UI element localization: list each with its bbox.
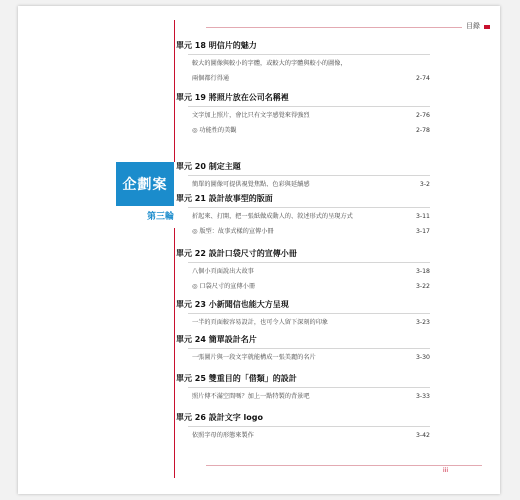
- entry-page-number: 2-74: [415, 75, 430, 82]
- unit-rule: [188, 54, 430, 55]
- unit-rule: [188, 387, 430, 388]
- entry-text: 一半的頁面較容易設計，也可令人留下深刻的印象: [192, 319, 329, 326]
- unit-title[interactable]: 單元 18 明信片的魅力: [176, 41, 257, 50]
- toc-list: [18, 6, 500, 494]
- unit-rule: [188, 175, 430, 176]
- toc-entry[interactable]: [192, 266, 430, 278]
- page-number: iii: [442, 467, 448, 474]
- toc-entry[interactable]: [192, 430, 430, 442]
- entry-text: ◎ 功能性的美觀: [192, 127, 237, 134]
- toc-entry[interactable]: [192, 352, 430, 364]
- unit-title[interactable]: 單元 21 設計故事型的版面: [176, 194, 273, 203]
- unit-title[interactable]: 單元 25 雙重目的「借類」的設計: [176, 374, 297, 383]
- part-subtitle: 第三輪: [146, 212, 174, 222]
- unit-rule: [188, 348, 430, 349]
- unit-rule: [188, 262, 430, 263]
- unit-title[interactable]: 單元 20 制定主題: [176, 162, 241, 171]
- toc-entry[interactable]: [192, 211, 430, 223]
- unit-rule: [188, 207, 430, 208]
- entry-page-number: 2-76: [415, 112, 430, 119]
- entry-text: 較大的圖像與較小的字體，或較大的字體與較小的圖像，: [192, 60, 347, 67]
- toc-entry[interactable]: [192, 281, 430, 293]
- unit-rule: [188, 426, 430, 427]
- toc-entry[interactable]: [192, 125, 430, 137]
- toc-entry[interactable]: [192, 317, 430, 329]
- entry-text: 簡單的圖像可提供視覺焦點、色彩與延續感: [192, 181, 310, 188]
- unit-rule: [188, 106, 430, 107]
- header-label: 目錄: [466, 22, 480, 30]
- unit-title[interactable]: 單元 19 將照片放在公司名稱裡: [176, 93, 289, 102]
- toc-entry[interactable]: [192, 179, 430, 191]
- entry-page-number: 3-42: [415, 432, 430, 439]
- entry-page-number: 3-23: [415, 319, 430, 326]
- entry-text: 依照字母的形態來製作: [192, 432, 254, 439]
- entry-text: 一張圖片與一段文字就能構成一張美麗的名片: [192, 354, 316, 361]
- footer-rule: [206, 465, 482, 466]
- entry-page-number: 3-2: [419, 181, 430, 188]
- part-title: 企劃案: [122, 177, 168, 193]
- toc-entry[interactable]: [192, 226, 430, 238]
- entry-page-number: 2-78: [415, 127, 430, 134]
- unit-title[interactable]: 單元 22 設計口袋尺寸的宣傳小冊: [176, 249, 297, 258]
- unit-title[interactable]: 單元 24 簡單設計名片: [176, 335, 257, 344]
- entry-page-number: 3-11: [415, 213, 430, 220]
- unit-rule: [188, 313, 430, 314]
- toc-entry[interactable]: [192, 391, 430, 403]
- entry-page-number: 3-33: [415, 393, 430, 400]
- entry-text: 折起來、打開，把一張紙做成動人的、敘述形式的呈現方式: [192, 213, 353, 220]
- unit-title[interactable]: 單元 26 設計文字 logo: [176, 413, 263, 422]
- entry-text: ◎ 版型：故事式樣的宣傳小冊: [192, 228, 274, 235]
- entry-page-number: 3-30: [415, 354, 430, 361]
- entry-page-number: 3-17: [415, 228, 430, 235]
- entry-text: 八個小頁面說出大故事: [192, 268, 254, 275]
- toc-entry[interactable]: [192, 73, 430, 85]
- toc-page: [18, 6, 500, 494]
- toc-entry[interactable]: [192, 58, 430, 70]
- unit-title[interactable]: 單元 23 小新聞信也能大方呈現: [176, 300, 289, 309]
- entry-text: ◎ 口袋尺寸的宣傳小冊: [192, 283, 256, 290]
- entry-page-number: 3-18: [415, 268, 430, 275]
- toc-entry[interactable]: [192, 110, 430, 122]
- entry-text: 兩個都行得通: [192, 75, 230, 82]
- entry-text: 照片傳不滿空間嗎？加上一點特製的背景吧: [192, 393, 310, 400]
- entry-page-number: 3-22: [415, 283, 430, 290]
- entry-text: 文字加上照片，會比只有文字感覺來得強烈: [192, 112, 310, 119]
